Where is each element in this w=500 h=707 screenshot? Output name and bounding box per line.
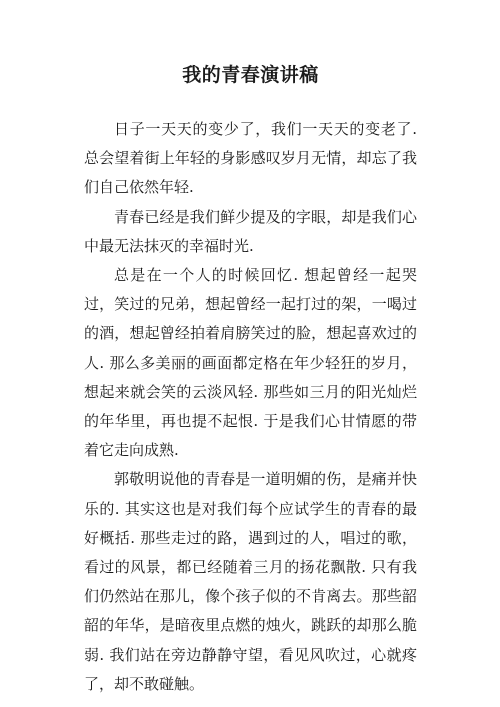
document-title: 我的青春演讲稿	[182, 64, 319, 86]
paragraph-4: 郭敬明说他的青春是一道明媚的伤，是痛并快乐的. 其实这也是对我们每个应试学生的青春的最好概括. 那些走过的路，遇到过的人，唱过的歌，看过的风景，都已经随着三月的扬花飘散. 只有我们仍然站在那儿，像个孩子似的不肯离去。那些韶韶的年华，是暗夜里点燃的烛火，跳跃的却那么脆弱. 我们站在旁边静静守望，看见风吹过，心就疼了，却不敢碰触。	[84, 470, 417, 693]
paragraph-3: 总是在一个人的时候回忆. 想起曾经一起哭过，笑过的兄弟，想起曾经一起打过的架，一喝过的酒，想起曾经拍着肩膀笑过的脸，想起喜欢过的人. 那么多美丽的画面都定格在年少轻狂的岁月，想起来就会笑的云淡风轻. 那些如三月的阳光灿烂的年华里，再也提不起恨. 于是我们心甘情愿的带着它走向成熟.	[84, 266, 417, 460]
paragraph-2: 青春已经是我们鲜少提及的字眼，却是我们心中最无法抹灭的幸福时光.	[84, 207, 417, 255]
paragraph-1: 日子一天天的变少了，我们一天天的变老了. 总会望着街上年轻的身影感叹岁月无情，却忘了我们自己依然年轻.	[84, 120, 417, 197]
